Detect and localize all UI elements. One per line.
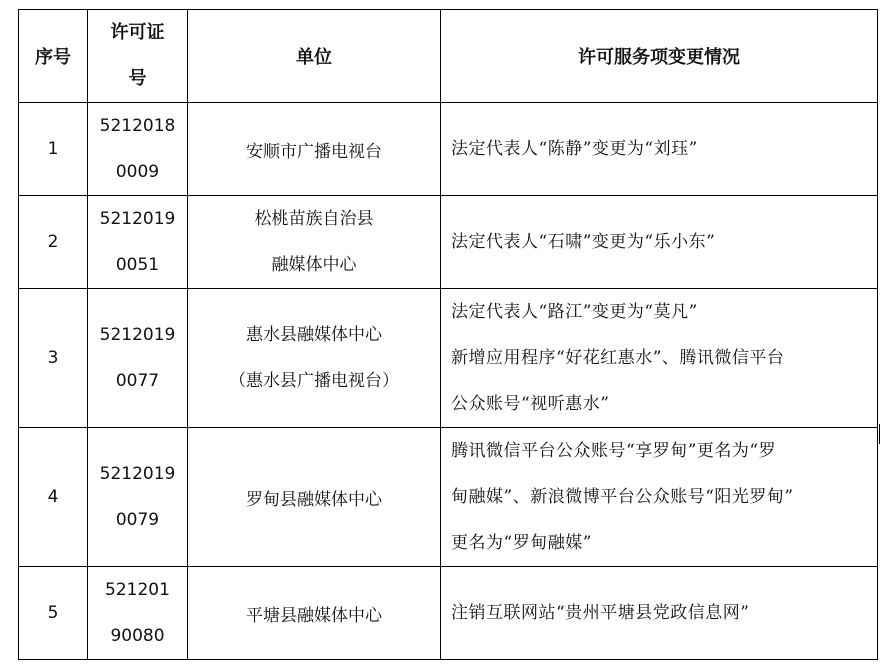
change-line: 甸融媒”、新浪微博平台公众账号“阳光罗甸” [451, 487, 794, 507]
license-line: 0051 [115, 255, 160, 275]
license-line: 0079 [115, 510, 160, 530]
change-line: 法定代表人“路江”变更为“莫凡” [451, 302, 698, 322]
table-row [19, 289, 878, 428]
change-line: 更名为“罗甸融媒” [451, 533, 592, 553]
unit-line: 融媒体中心 [271, 255, 357, 275]
row-seq: 2 [19, 196, 88, 289]
row-seq: 3 [19, 289, 88, 428]
unit-line: 罗甸县融媒体中心 [246, 489, 382, 510]
change-line: 公众账号“视听惠水” [451, 394, 610, 414]
table-row [19, 567, 878, 660]
row-unit [188, 103, 441, 196]
change-line: 腾讯微信平台公众账号“享罗甸”更名为“罗 [451, 441, 777, 461]
table-row [19, 103, 878, 196]
row-changes [441, 103, 878, 196]
license-line: 90080 [110, 626, 165, 646]
row-seq: 5 [19, 567, 88, 660]
header-license-line1: 许可证 [110, 22, 165, 43]
header-seq: 序号 [19, 10, 88, 103]
license-line: 0077 [115, 371, 160, 391]
row-license [88, 103, 188, 196]
table-row [19, 428, 878, 567]
license-line: 5212018 [99, 116, 176, 136]
license-line: 5212019 [99, 464, 176, 484]
table-row [19, 196, 878, 289]
header-row [19, 10, 878, 103]
row-unit [188, 196, 441, 289]
license-line: 5212019 [99, 325, 176, 345]
change-line: 法定代表人“石啸”变更为“乐小东” [451, 232, 716, 252]
row-changes [441, 289, 878, 428]
row-license [88, 567, 188, 660]
header-license-line2: 号 [128, 68, 147, 89]
row-unit [188, 428, 441, 567]
change-line: 法定代表人“陈静”变更为“刘珏” [451, 139, 698, 159]
row-seq: 1 [19, 103, 88, 196]
unit-line: 安顺市广播电视台 [246, 141, 382, 162]
license-line: 5212019 [99, 209, 176, 229]
row-changes [441, 196, 878, 289]
row-changes [441, 567, 878, 660]
unit-line: 松桃苗族自治县 [254, 209, 374, 229]
change-line: 新增应用程序“好花红惠水”、腾讯微信平台 [451, 348, 785, 368]
row-changes [441, 428, 878, 567]
unit-line: 平塘县融媒体中心 [246, 605, 382, 626]
row-seq: 4 [19, 428, 88, 567]
unit-line: （惠水县广播电视台） [229, 371, 399, 391]
text-cursor [879, 424, 880, 444]
row-license [88, 196, 188, 289]
header-unit: 单位 [188, 10, 441, 103]
unit-line: 惠水县融媒体中心 [246, 325, 382, 345]
header-changes: 许可服务项变更情况 [441, 10, 878, 103]
change-line: 注销互联网站“贵州平塘县党政信息网” [451, 603, 750, 623]
row-unit [188, 289, 441, 428]
row-license [88, 428, 188, 567]
license-line: 521201 [105, 580, 170, 600]
header-license [88, 10, 188, 103]
license-change-table [18, 9, 878, 660]
row-unit [188, 567, 441, 660]
license-line: 0009 [115, 162, 160, 182]
row-license [88, 289, 188, 428]
